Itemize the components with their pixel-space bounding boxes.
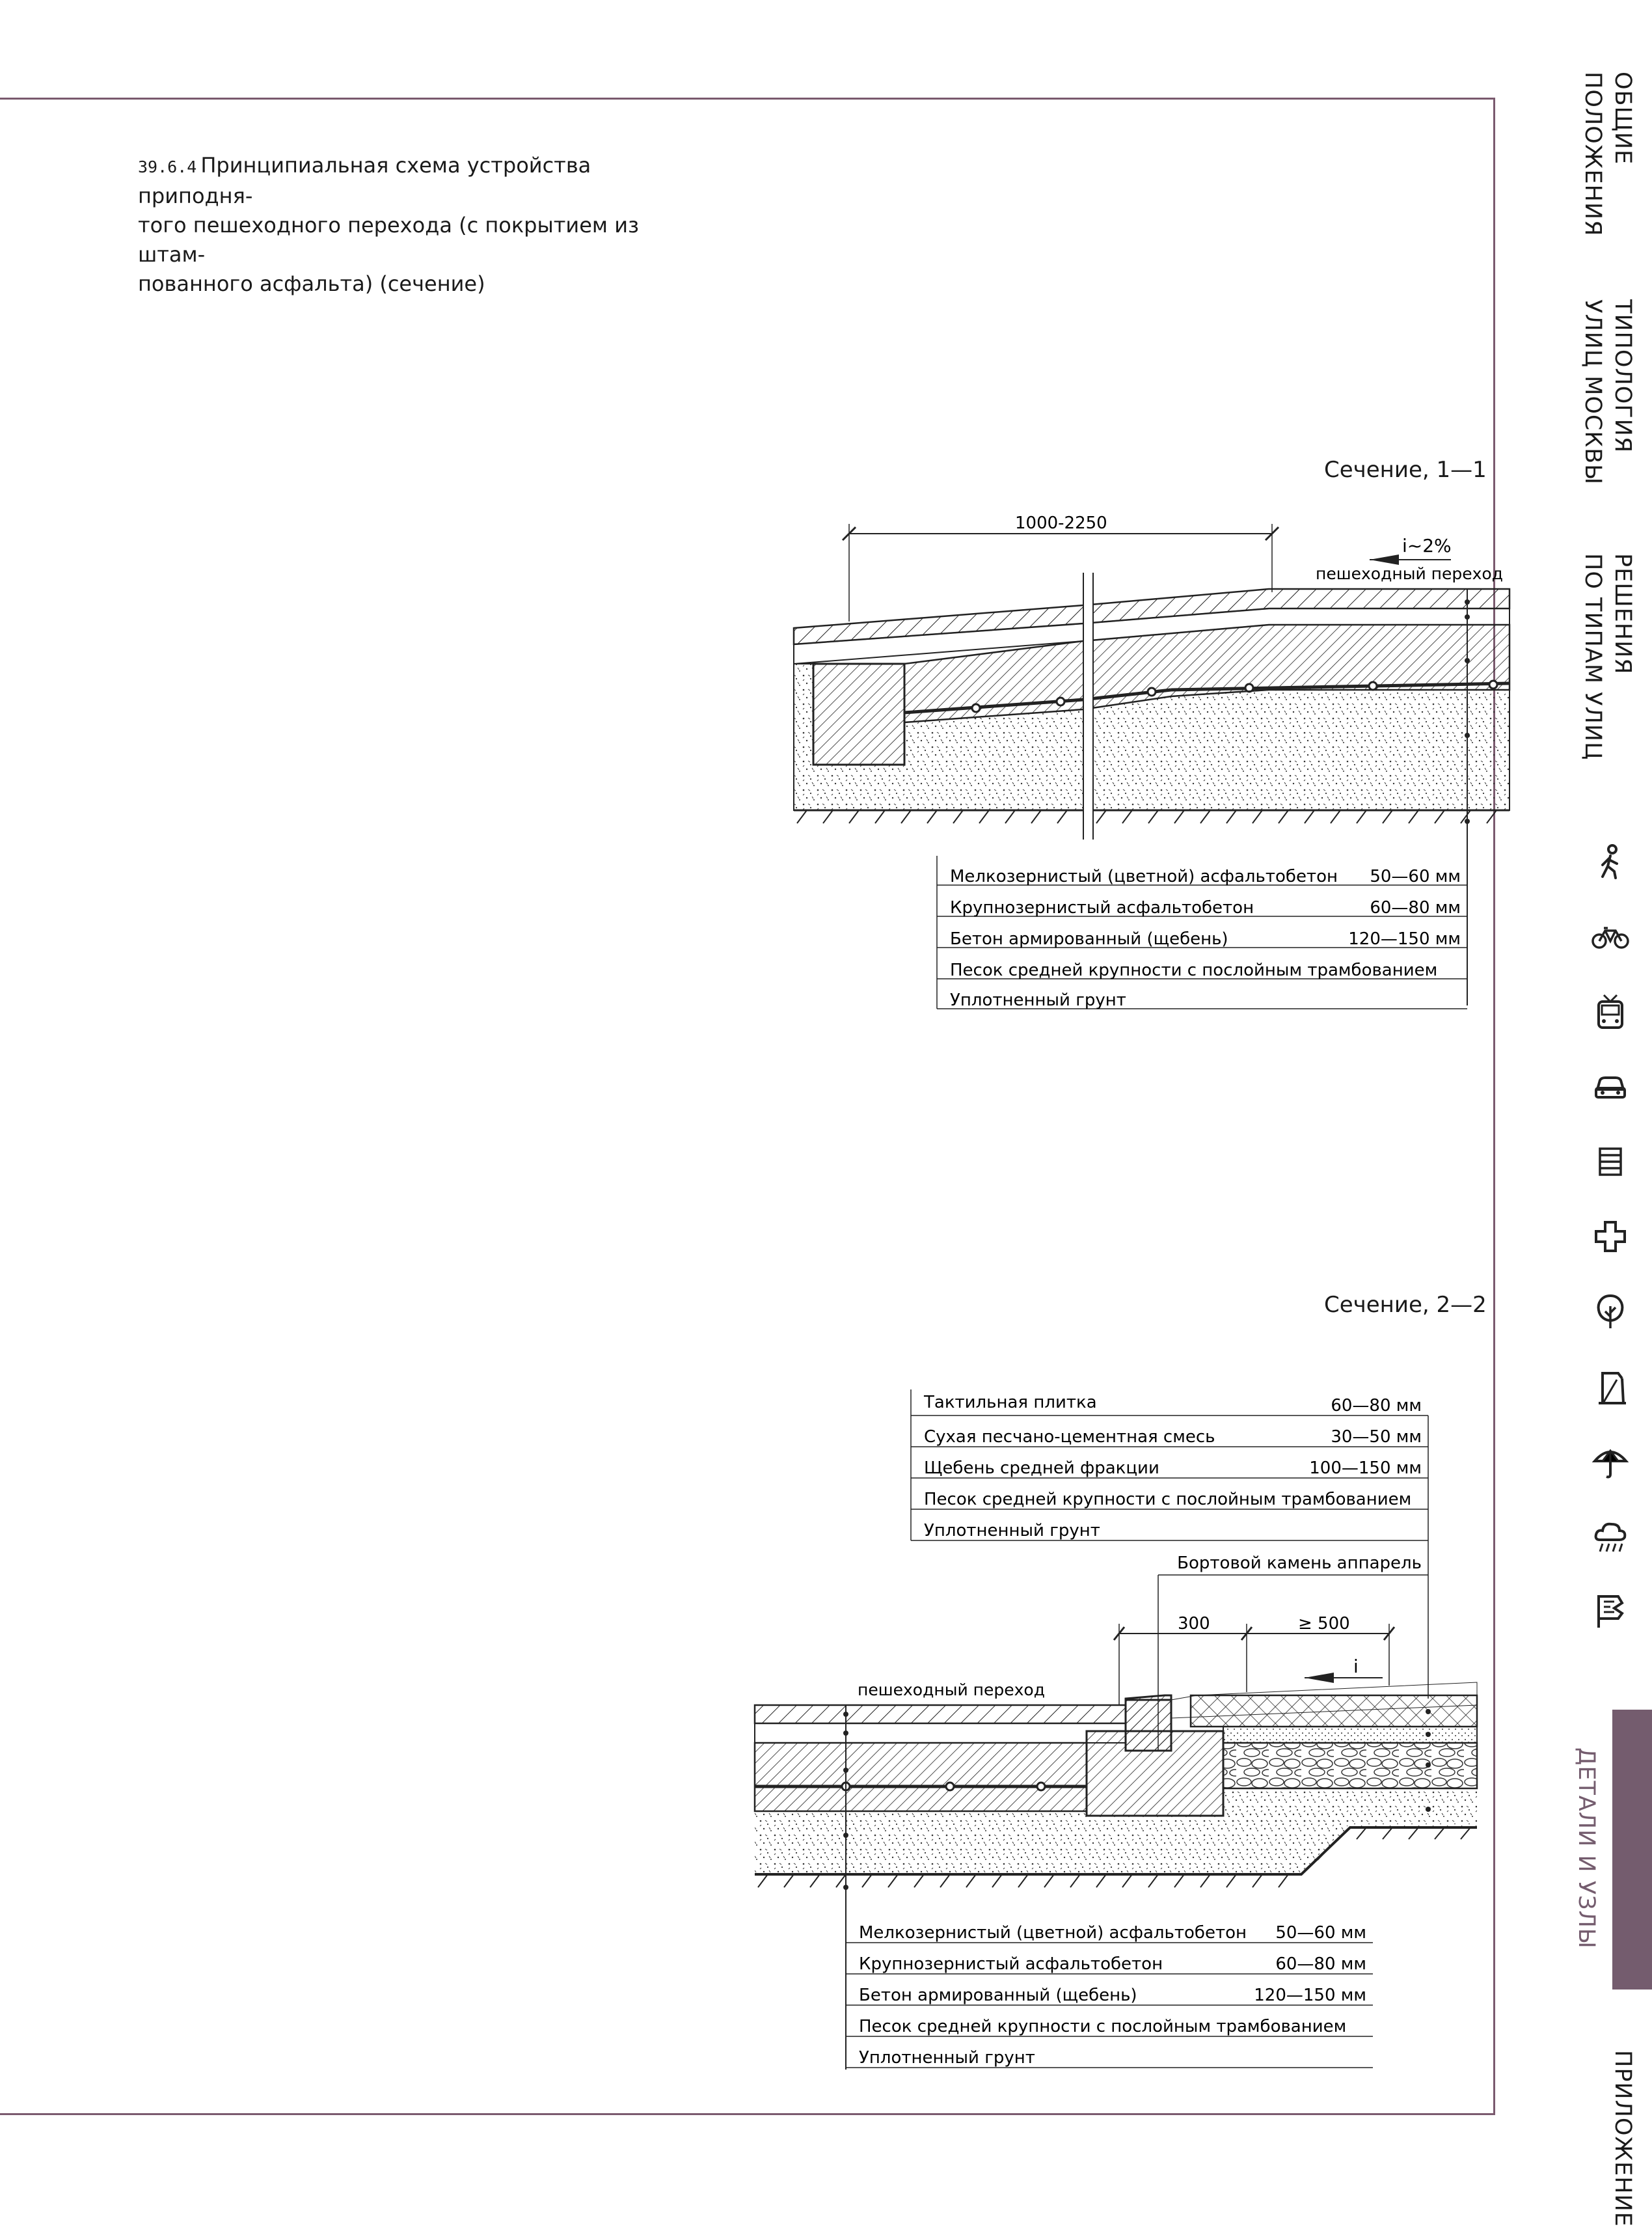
s2-bottom-layer-4-name: Песок средней крупности с послойным трамбованием [859, 2017, 1347, 2036]
car-icon[interactable] [1591, 1067, 1630, 1106]
s2-top-layer-1-name: Тактильная плитка [924, 1393, 1097, 1412]
trolleybus-icon[interactable] [1591, 992, 1630, 1032]
street-light-icon[interactable] [1591, 1367, 1630, 1406]
section1-dimension: 1000-2250 [1015, 513, 1107, 533]
heading-line-3: пованного асфальта) (сечение) [138, 271, 485, 296]
flag-icon[interactable] [1591, 1591, 1630, 1630]
crosswalk-icon[interactable] [1591, 1142, 1630, 1181]
s1-layer-2-thickness: 60—80 мм [1370, 898, 1461, 918]
medical-cross-icon[interactable] [1591, 1217, 1630, 1256]
sidebar-item-appendix[interactable] [1575, 2050, 1638, 2227]
sidebar-item-label: ПО ТИПАМ УЛИЦ [1580, 553, 1606, 761]
figure-number: 39.6.4 [138, 157, 197, 176]
sidebar-item-label: РЕШЕНИЯ [1610, 553, 1636, 675]
s1-layer-5-name: Уплотненный грунт [950, 991, 1126, 1010]
s2-top-layer-4-name: Песок средней крупности с послойным трамбованием [924, 1490, 1412, 1509]
s2-top-layer-3-thickness: 100—150 мм [1309, 1458, 1422, 1478]
s2-top-layer-2-thickness: 30—50 мм [1331, 1427, 1422, 1447]
umbrella-icon[interactable] [1591, 1442, 1630, 1481]
s1-layer-3-name: Бетон армированный (щебень) [950, 929, 1228, 949]
s2-bottom-layer-1-thickness: 50—60 мм [1275, 1923, 1366, 1943]
section1-title: Сечение, 1—1 [1324, 457, 1487, 483]
s2-bottom-layer-1-name: Мелкозернистый (цветной) асфальтобетон [859, 1923, 1247, 1943]
sidebar-item-label: ДЕТАЛИ И УЗЛЫ [1573, 1747, 1599, 1949]
sidebar-item-details[interactable] [1573, 1747, 1599, 1949]
bicycle-icon[interactable] [1591, 918, 1630, 957]
sidebar-active-marker [1612, 1710, 1652, 1990]
heading-line-1: Принципиальная схема устройства приподня- [138, 153, 591, 208]
s1-layer-1-name: Мелкозернистый (цветной) асфальтобетон [950, 867, 1338, 886]
s2-bottom-layer-2-name: Крупнозернистый асфальтобетон [859, 1954, 1163, 1974]
s2-top-layer-3-name: Щебень средней фракции [924, 1458, 1159, 1478]
s2-bottom-layer-3-thickness: 120—150 мм [1254, 1986, 1366, 2005]
s2-bottom-layer-5-name: Уплотненный грунт [859, 2048, 1035, 2068]
pedestrian-icon[interactable] [1591, 843, 1630, 882]
s2-top-layer-1-thickness: 60—80 мм [1331, 1396, 1422, 1415]
sidebar-item-general[interactable] [1545, 72, 1638, 236]
section1-slope: i~2% [1402, 535, 1452, 556]
s2-top-layer-2-name: Сухая песчано-цементная смесь [924, 1427, 1215, 1447]
sidebar-item-label: УЛИЦ МОСКВЫ [1580, 299, 1606, 485]
s2-slope: i [1353, 1656, 1359, 1677]
s2-top-layer-5-name: Уплотненный грунт [924, 1521, 1100, 1540]
s1-layer-3-thickness: 120—150 мм [1348, 929, 1461, 949]
s2-curb-label: Бортовой камень аппарель [1177, 1553, 1422, 1573]
sidebar-item-label: ПРИЛОЖЕНИЕ [1610, 2050, 1636, 2227]
sidebar-item-solutions[interactable] [1545, 553, 1638, 760]
s1-layer-2-name: Крупнозернистый асфальтобетон [950, 898, 1254, 918]
s1-layer-1-thickness: 50—60 мм [1370, 867, 1461, 886]
sidebar-item-label: ТИПОЛОГИЯ [1610, 299, 1636, 454]
s2-dim-500: ≥ 500 [1298, 1614, 1350, 1634]
section2-title: Сечение, 2—2 [1324, 1292, 1487, 1318]
s1-layer-4-name: Песок средней крупности с послойным трамбованием [950, 961, 1438, 980]
rain-cloud-icon[interactable] [1591, 1516, 1630, 1555]
heading-line-2: того пешеходного перехода (с покрытием из штам- [138, 213, 639, 267]
s2-bottom-layer-3-name: Бетон армированный (щебень) [859, 1986, 1137, 2005]
s2-crossing-label: пешеходный переход [858, 1680, 1045, 1699]
s2-dim-300: 300 [1178, 1614, 1210, 1634]
sidebar-item-typology[interactable] [1545, 299, 1638, 485]
section1-crossing-label: пешеходный переход [1316, 564, 1503, 583]
s2-bottom-layer-2-thickness: 60—80 мм [1275, 1954, 1366, 1974]
sidebar-item-label: ОБЩИЕ [1610, 72, 1636, 165]
sidebar-item-label: ПОЛОЖЕНИЯ [1580, 72, 1606, 237]
tree-icon[interactable] [1591, 1292, 1630, 1331]
